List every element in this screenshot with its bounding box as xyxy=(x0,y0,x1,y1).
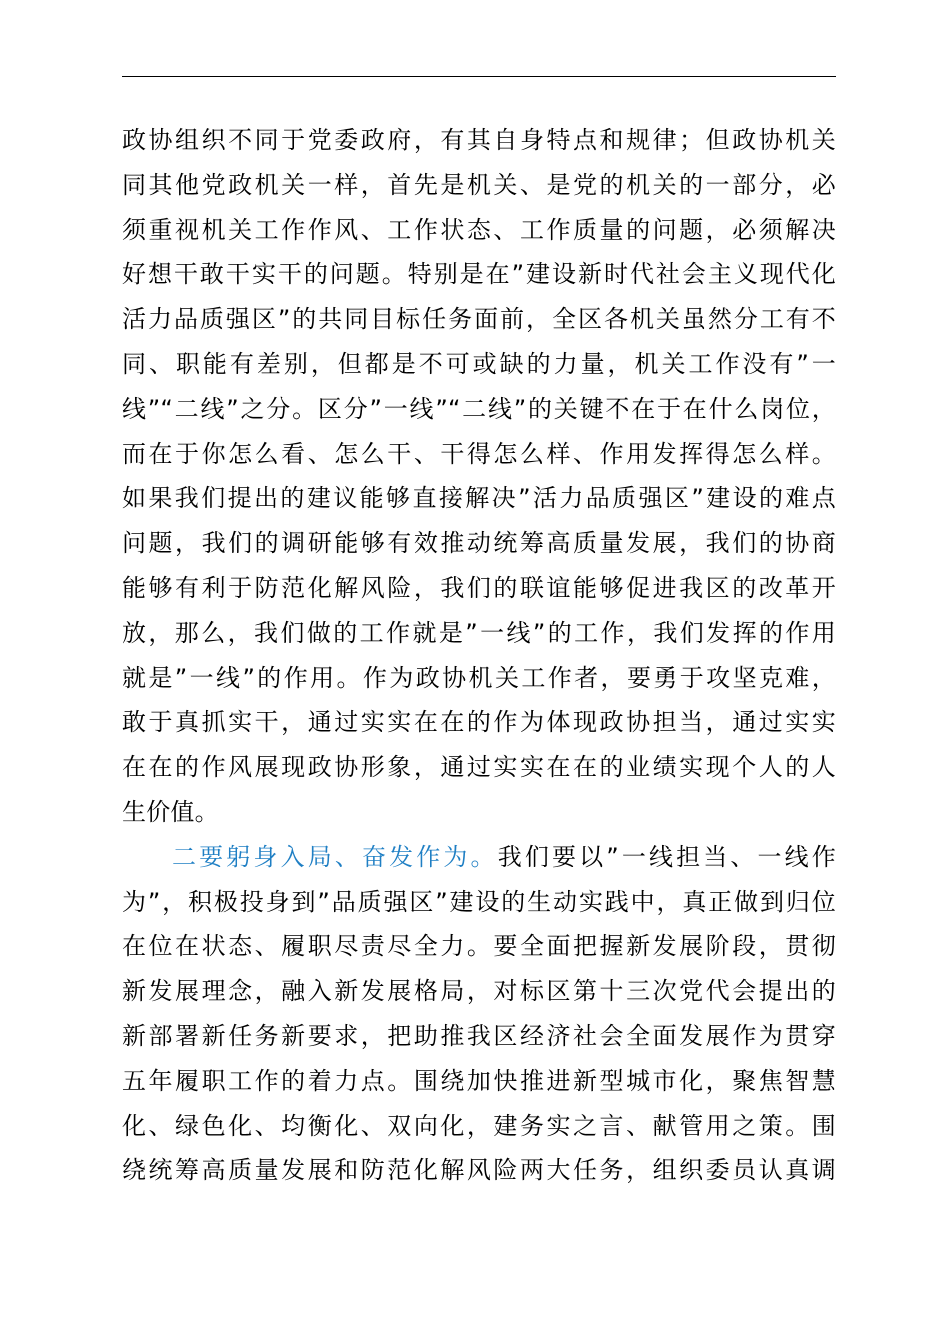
text-line: 放，那么，我们做的工作就是”一线”的工作，我们发挥的作用 xyxy=(122,618,836,647)
text-run: 我们要以”一线担当、一线作 xyxy=(497,842,836,871)
section-heading: 二要躬身入局、奋发作为。 xyxy=(172,842,498,871)
paragraph-2-first-line xyxy=(122,835,836,880)
paragraph-2 xyxy=(122,835,836,1193)
text-line: 生价值。 xyxy=(122,797,219,826)
paragraph-1 xyxy=(122,118,836,835)
text-line: 活力品质强区”的共同目标任务面前，全区各机关虽然分工有不 xyxy=(122,305,836,334)
text-line: 为”，积极投身到”品质强区”建设的生动实践中，真正做到归位 xyxy=(122,887,836,916)
text-line: 在位在状态、履职尽责尽全力。要全面把握新发展阶段，贯彻 xyxy=(122,932,836,961)
text-line: 好想干敢干实干的问题。特别是在”建设新时代社会主义现代化 xyxy=(122,260,836,289)
text-line: 如果我们提出的建议能够直接解决”活力品质强区”建设的难点 xyxy=(122,484,836,513)
text-line: 新发展理念，融入新发展格局，对标区第十三次党代会提出的 xyxy=(122,977,836,1006)
text-line: 线”“二线”之分。区分”一线”“二线”的关键不在于在什么岗位， xyxy=(122,394,836,423)
text-line: 新部署新任务新要求，把助推我区经济社会全面发展作为贯穿 xyxy=(122,1021,836,1050)
header-rule xyxy=(122,76,836,77)
text-line: 绕统筹高质量发展和防范化解风险两大任务，组织委员认真调 xyxy=(122,1156,836,1185)
text-line: 政协组织不同于党委政府，有其自身特点和规律；但政协机关 xyxy=(122,126,836,154)
text-line: 同其他党政机关一样，首先是机关、是党的机关的一部分，必 xyxy=(122,170,836,199)
text-line: 敢于真抓实干，通过实实在在的作为体现政协担当，通过实实 xyxy=(122,708,836,737)
text-line: 就是”一线”的作用。作为政协机关工作者，要勇于攻坚克难， xyxy=(122,663,836,692)
text-line: 而在于你怎么看、怎么干、干得怎么样、作用发挥得怎么样。 xyxy=(122,439,836,468)
text-line: 化、绿色化、均衡化、双向化，建务实之言、献管用之策。围 xyxy=(122,1111,836,1140)
text-line: 须重视机关工作作风、工作状态、工作质量的问题，必须解决 xyxy=(122,215,836,244)
text-line: 能够有利于防范化解风险，我们的联谊能够促进我区的改革开 xyxy=(122,573,836,602)
text-line: 在在的作风展现政协形象，通过实实在在的业绩实现个人的人 xyxy=(122,753,836,782)
text-line: 五年履职工作的着力点。围绕加快推进新型城市化，聚焦智慧 xyxy=(122,1066,836,1095)
body-text xyxy=(122,118,836,1193)
text-line: 问题，我们的调研能够有效推动统筹高质量发展，我们的协商 xyxy=(122,529,836,558)
text-line: 同、职能有差别，但都是不可或缺的力量，机关工作没有”一 xyxy=(122,349,836,378)
